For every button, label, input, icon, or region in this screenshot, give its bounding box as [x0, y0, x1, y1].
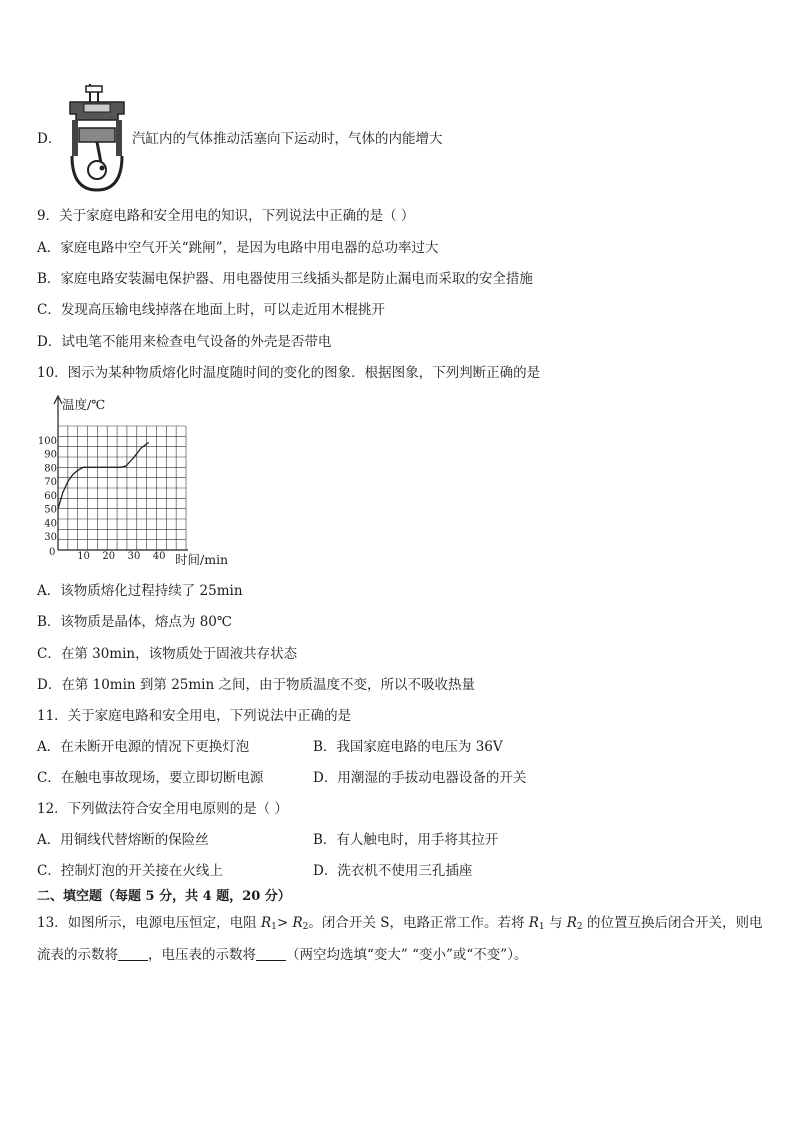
y-tick-label: 60: [44, 490, 57, 502]
x-tick-label: 30: [127, 551, 141, 562]
q12-option-b: B．有人触电时，用手将其拉开: [313, 832, 499, 848]
x-tick-label: 20: [102, 551, 116, 562]
x-tick-label: 10: [77, 551, 90, 562]
q9-option-c: C．发现高压输电线掉落在地面上时，可以走近用木棍挑开: [37, 302, 385, 318]
chart-grid: [58, 426, 186, 550]
q10-stem: 10．图示为某种物质熔化时温度随时间的变化的图象．根据图象，下列判断正确的是: [37, 365, 541, 381]
q11-option-c: C．在触电事故现场，要立即切断电源: [37, 770, 264, 786]
x-tick-label: 40: [152, 551, 166, 562]
q11-option-a: A．在未断开电源的情况下更换灯泡: [37, 739, 250, 755]
chart-series-line: [58, 443, 149, 509]
q8-option-d-text: 汽缸内的气体推动活塞向下运动时，气体的内能增大: [132, 131, 443, 147]
q9-option-b: B．家庭电路安装漏电保护器、用电器使用三线插头都是防止漏电而采取的安全措施: [37, 271, 533, 287]
q10-option-a: A．该物质熔化过程持续了 25min: [37, 583, 243, 599]
q8-option-d-letter: D．: [37, 131, 62, 147]
y-tick-label: 70: [44, 477, 57, 489]
q10-option-b: B．该物质是晶体，熔点为 80℃: [37, 614, 232, 630]
x-axis-title: 时间/min: [175, 552, 229, 567]
q12-option-a: A．用铜线代替熔断的保险丝: [37, 832, 209, 848]
origin-label: 0: [49, 547, 56, 558]
q9-option-a: A．家庭电路中空气开关“跳闸”，是因为电路中用电器的总功率过大: [37, 240, 439, 256]
q11-stem: 11．关于家庭电路和安全用电，下列说法中正确的是: [37, 708, 352, 724]
q13-line-2: 流表的示数将 ，电压表的示数将 （两空均选填“变大” “变小”或“不变”）。: [37, 947, 528, 963]
q10-option-d: D．在第 10min 到第 25min 之间，由于物质温度不变，所以不吸收热量: [37, 677, 475, 693]
answer-blank-2[interactable]: [256, 948, 286, 961]
q9-stem: 9．关于家庭电路和安全用电的知识，下列说法中正确的是（ ）: [37, 208, 415, 224]
q11-option-b: B．我国家庭电路的电压为 36V: [313, 739, 503, 755]
y-tick-label: 40: [44, 518, 57, 530]
q13-line-1: 13．如图所示，电源电压恒定，电阻 $R_1> R_2$。闭合开关 S，电路正常工作。若将 $R_1$ 与 $R_2$ 的位置互换后闭合开关，则电: [37, 915, 763, 932]
answer-blank-1[interactable]: [118, 948, 148, 961]
y-tick-label: 100: [38, 435, 57, 447]
y-tick-label: 30: [44, 532, 57, 544]
y-tick-label: 50: [44, 504, 57, 516]
melting-temperature-chart: [38, 392, 258, 570]
q11-option-d: D．用潮湿的手拔动电器设备的开关: [313, 770, 527, 786]
section-heading: 二、填空题（每题 5 分，共 4 题，20 分）: [37, 889, 291, 904]
q12-option-c: C．控制灯泡的开关接在火线上: [37, 863, 223, 879]
q10-option-c: C．在第 30min，该物质处于固液共存状态: [37, 646, 298, 662]
y-tick-label: 80: [44, 463, 57, 475]
q12-option-d: D．洗衣机不使用三孔插座: [313, 863, 473, 879]
y-tick-label: 90: [44, 449, 57, 461]
y-axis-title: 温度/℃: [62, 397, 106, 412]
q12-stem: 12．下列做法符合安全用电原则的是（ ）: [37, 801, 288, 817]
engine-cylinder-figure: [62, 84, 134, 192]
q9-option-d: D．试电笔不能用来检查电气设备的外壳是否带电: [37, 334, 332, 350]
